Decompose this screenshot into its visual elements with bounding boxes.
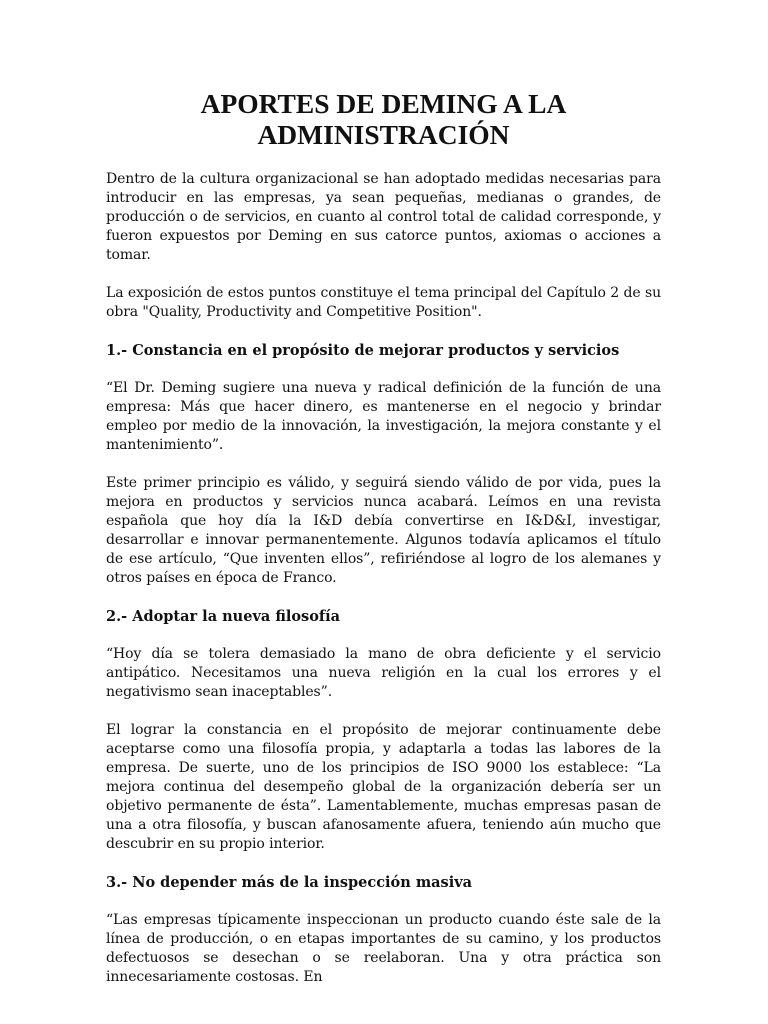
intro-paragraph-1: Dentro de la cultura organizacional se han adoptado medidas necesarias para introducir en las empresas, ya sean pequeñas, medianas o grandes, de producción o de servicios, en cuanto al control total de calidad corresponde, y fueron expuestos por Deming en sus catorce puntos, axiomas o acciones a tomar. [106,171,661,263]
document-title [106,88,661,150]
section-2-body: El lograr la constancia en el propósito de mejorar continuamente debe aceptarse como una filosofía propia, y adaptarla a todas las labores de la empresa. De suerte, uno de los principios de ISO 9000 los establece: “La mejora continua del desempeño global de la organización debería ser un objetivo permanente de ésta”. Lamentablemente, muchas empresas pasan de una a otra filosofía, y buscan afanosamente afuera, teniendo aún mucho que descubrir en su propio interior. [106,722,661,852]
section-1-heading: 1.- Constancia en el propósito de mejorar productos y servicios [106,342,620,359]
document-page [106,88,661,1006]
section-1-quote: “El Dr. Deming sugiere una nueva y radical definición de la función de una empresa: Más que hacer dinero, es mantenerse en el negocio y brindar empleo por medio de la innovación, la investigación, la mejora constante y el mantenimiento”. [106,380,661,453]
section-2-heading: 2.- Adoptar la nueva filosofía [106,608,341,625]
section-3-quote: “Las empresas típicamente inspeccionan un producto cuando éste sale de la línea de producción, o en etapas importantes de su camino, y los productos defectuosos se desechan o se reelaboran. Una y otra práctica son innecesariamente costosas. En [106,912,661,985]
section-1-body: Este primer principio es válido, y seguirá siendo válido de por vida, pues la mejora en productos y servicios nunca acabará. Leímos en una revista española que hoy día la I&D debía convertirse en I&D&I, investigar, desarrollar e innovar permanentemente. Algunos todavía aplicamos el título de ese artículo, “Que inventen ellos”, refiriéndose al logro de los alemanes y otros países en época de Franco. [106,475,661,586]
title-line-1: APORTES DE DEMING A LA [200,88,567,119]
section-3-heading: 3.- No depender más de la inspección masiva [106,874,473,891]
title-line-2: ADMINISTRACIÓN [257,119,510,150]
section-2-quote: “Hoy día se tolera demasiado la mano de obra deficiente y el servicio antipático. Necesitamos una nueva religión en la cual los errores y el negativismo sean inaceptables”. [106,646,661,700]
intro-paragraph-2: La exposición de estos puntos constituye el tema principal del Capítulo 2 de su obra "Quality, Productivity and Competitive Position". [106,285,661,320]
